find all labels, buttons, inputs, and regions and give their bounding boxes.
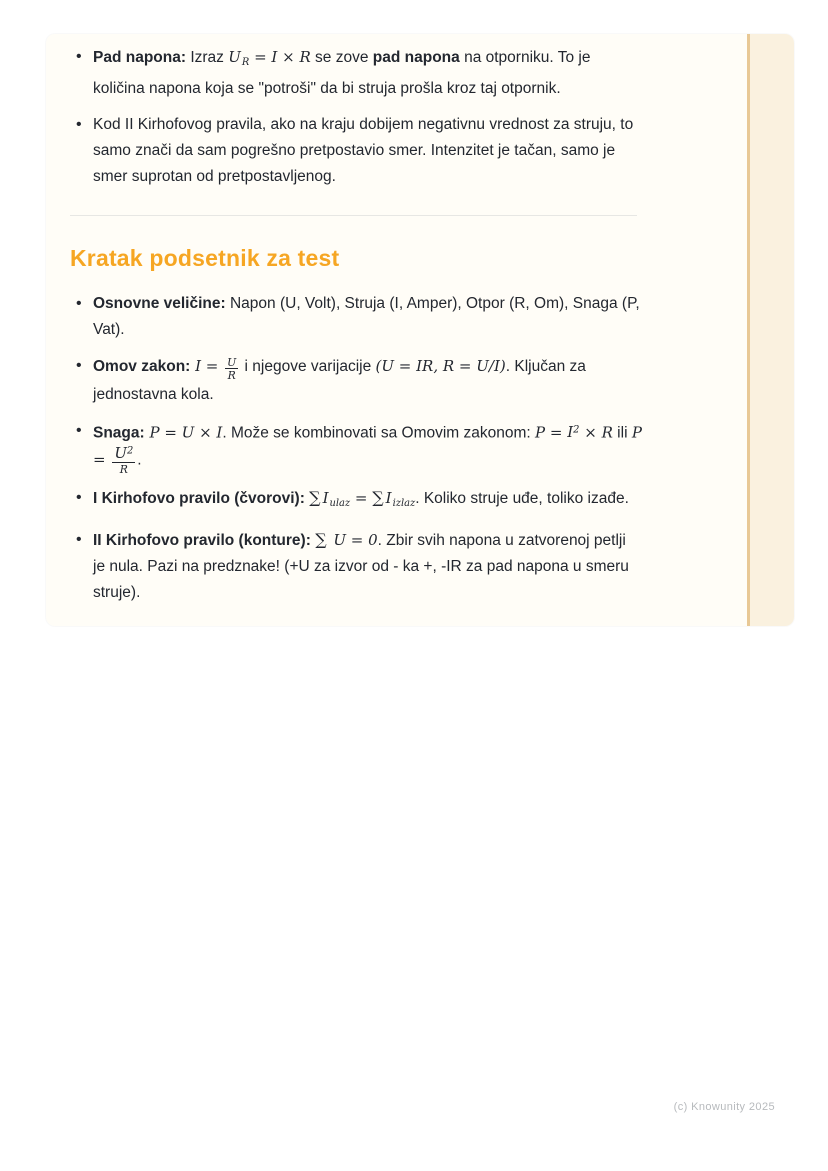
list-item: • Osnovne veličine: Napon (U, Volt), Struja (I, Amper), Otpor (R, Om), Snaga (P, Vat). (70, 291, 642, 343)
list-item: • Kod II Kirhofovog pravila, ako na kraju dobijem negativnu vrednost za struju, to samo znači da sam pogrešno pretpostavio smer. Intenzitet je tačan, samo je smer suprotan od pretpostavljenog. (70, 112, 642, 190)
list-item: • Pad napona: Izraz $U_R = I \times R$ se zove pad napona na otporniku. To je količina napona koja se "potroši" da bi struja prošla kroz taj otpornik. (70, 44, 642, 102)
list-item: • I Kirhofovo pravilo (čvorovi): ∑ $I_{ulaz}$ = ∑ $I_{izlaz}$. Koliko struje uđe, toliko izađe. (70, 485, 642, 517)
summary-list (70, 291, 642, 606)
math-expression: = (350, 489, 373, 508)
document-page-card (46, 34, 794, 626)
sum-symbol: ∑ (372, 488, 384, 508)
math-expression: P = U × I (144, 423, 223, 441)
sum-symbol: ∑ (315, 530, 327, 550)
math-expression: U = 0 (328, 531, 378, 550)
section-heading: Kratak podsetnik za test (70, 244, 340, 271)
math-expression: I = (190, 356, 224, 375)
math-expression: $U_R$ (228, 48, 250, 68)
math-expression: (U = IR, R = U/I) (375, 356, 506, 375)
math-expression: P = (535, 423, 568, 441)
math-expression: = I × R (249, 48, 311, 66)
math-fraction: $\frac{U^2}{R}$ (114, 444, 134, 476)
bold-text: II Kirhofovo pravilo (konture): (93, 532, 311, 550)
math-expression: P = (93, 423, 642, 469)
sum-symbol: ∑ (309, 488, 321, 508)
math-expression: $I_{izlaz}$ (385, 489, 416, 510)
math-expression: × R (579, 423, 613, 441)
bold-text: Osnovne veličine: (93, 294, 226, 312)
math-expression: $U^2$ (114, 444, 134, 462)
bold-text: pad napona (372, 49, 460, 66)
footer-copyright: (c) Knowunity 2025 (673, 1101, 775, 1113)
bold-text: I Kirhofovo pravilo (čvorovi): (93, 490, 305, 508)
math-expression: $I^2$ (567, 423, 580, 441)
page-content (70, 44, 642, 616)
bold-text: Pad napona: (93, 49, 187, 66)
right-edge-stripe (747, 34, 794, 626)
bold-text: Omov zakon: (93, 357, 191, 375)
divider (70, 215, 637, 216)
math-fraction: $\frac{U}{R}$ (227, 355, 237, 383)
bold-text: Snaga: (93, 424, 145, 441)
math-expression: $I_{ulaz}$ (322, 489, 351, 510)
list-item: • Omov zakon: I = $\frac{U}{R}$ i njegove varijacije (U = IR, R = U/I). Ključan za jednostavna kola. (70, 353, 642, 408)
list-item: • Snaga: P = U × I. Može se kombinovati sa Omovim zakonom: $P = I^2 \times R$ ili P = $\frac{U^2}{R}$ . (70, 418, 642, 476)
notes-list (70, 44, 642, 190)
list-item: • II Kirhofovo pravilo (konture): ∑ U = 0. Zbir svih napona u zatvorenoj petlji je nula. Pazi na predznake! (+U za izvor od - ka +, -IR za pad napona u smeru struje). (70, 527, 642, 606)
